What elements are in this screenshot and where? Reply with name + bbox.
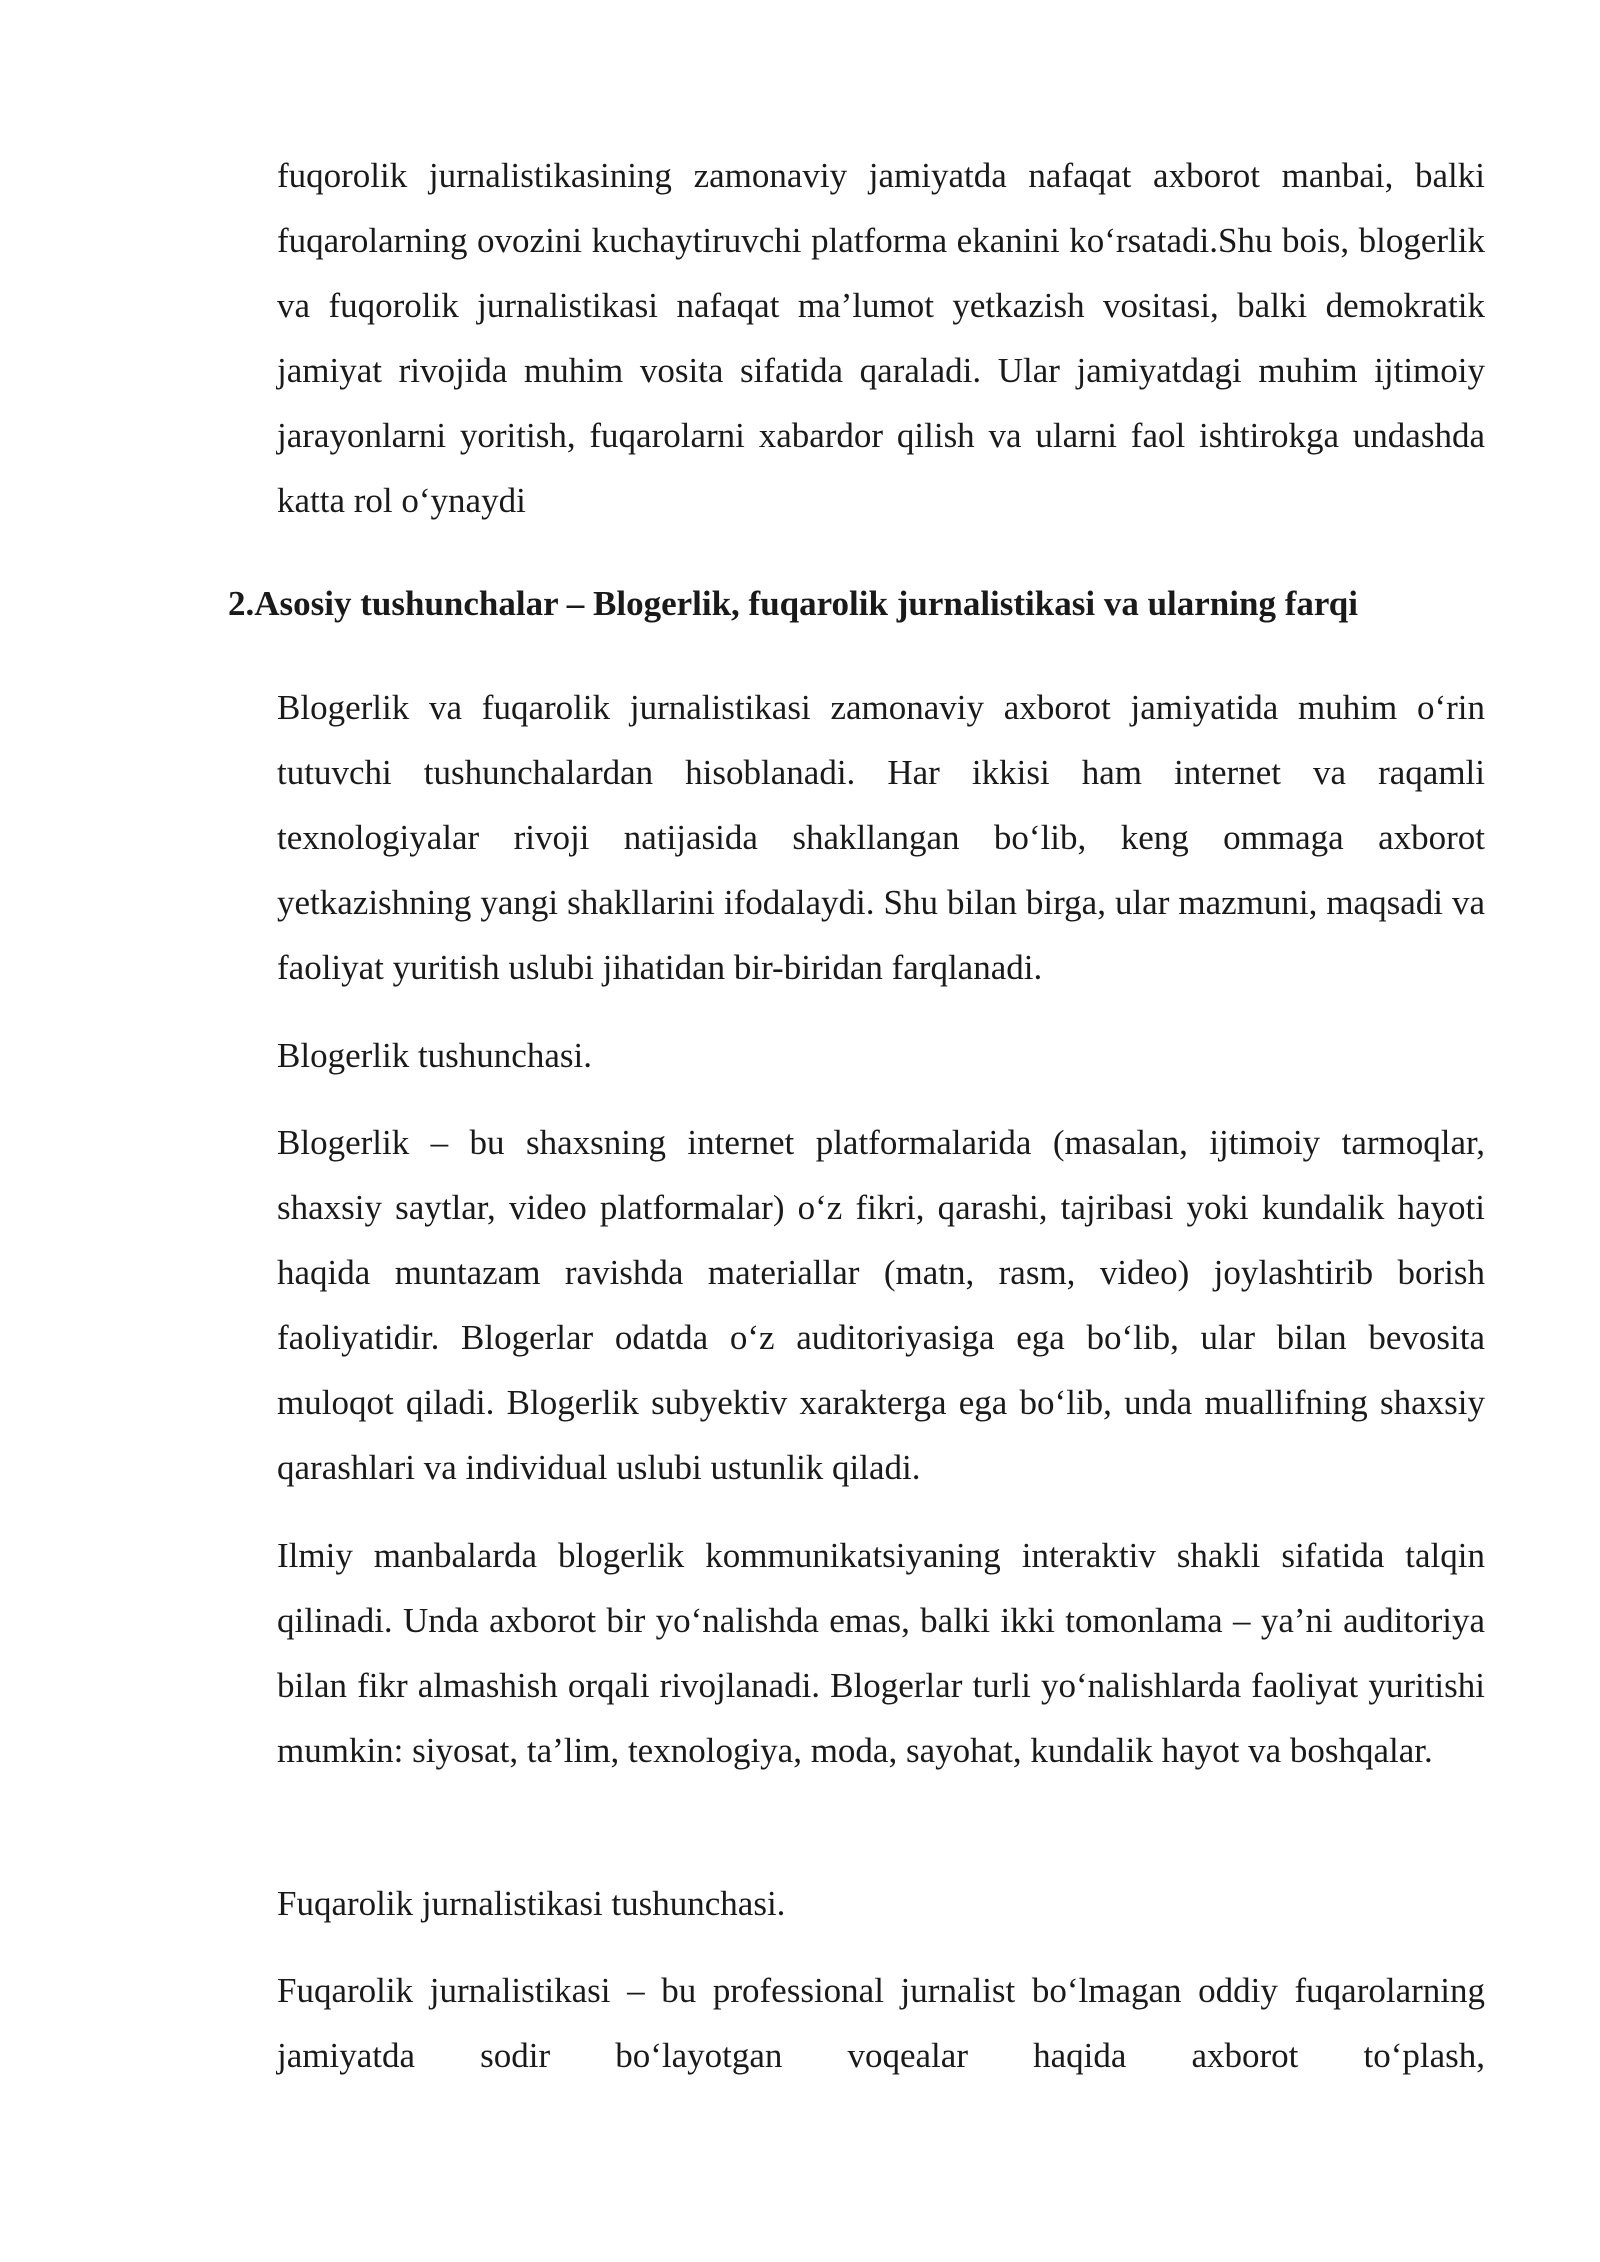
paragraph-1: Blogerlik va fuqarolik jurnalistikasi zamonaviy axborot jamiyatida muhim o‘rin tutuvchi tushunchalardan hisoblanadi. Har ikkisi ham internet va raqamli texnologiyalar rivoji natijasida shakllangan bo‘lib, keng ommaga axborot yetkazishning yangi shakllarini ifodalaydi. Shu bilan birga, ular mazmuni, maqsadi va faoliyat yuritish uslubi jihatidan bir-biridan farqlanadi. (277, 688, 1485, 987)
intro-paragraph: fuqorolik jurnalistikasining zamonaviy jamiyatda nafaqat axborot manbai, balki fuqarolarning ovozini kuchaytiruvchi platforma ekanini ko‘rsatadi.Shu bois, blogerlik va fuqorolik jurnalistikasi nafaqat ma’lumot yetkazish vositasi, balki demokratik jamiyat rivojida muhim vosita sifatida qaraladi. Ular jamiyatdagi muhim ijtimoiy jarayonlarni yoritish, fuqarolarni xabardor qilish va ularni faol ishtirokga undashda katta rol o‘ynaydi (277, 156, 1485, 520)
subheading-blogging: Blogerlik tushunchasi. (277, 1036, 592, 1075)
paragraph-2: Blogerlik – bu shaxsning internet platformalarida (masalan, ijtimoiy tarmoqlar, shaxsiy saytlar, video platformalar) o‘z fikri, qarashi, tajribasi yoki kundalik hayoti haqida muntazam ravishda materiallar (matn, rasm, video) joylashtirib borish faoliyatidir. Blogerlar odatda o‘z auditoriyasiga ega bo‘lib, ular bilan bevosita muloqot qiladi. Blogerlik subyektiv xarakterga ega bo‘lib, unda muallifning shaxsiy qarashlari va individual uslubi ustunlik qiladi. (277, 1123, 1485, 1487)
paragraph-4: Fuqarolik jurnalistikasi – bu professional jurnalist bo‘lmagan oddiy fuqarolarning jamiyatda sodir bo‘layotgan voqealar haqida axborot to‘plash, (277, 1971, 1485, 2075)
section-heading: 2.Asosiy tushunchalar – Blogerlik, fuqarolik jurnalistikasi va ularning farqi (228, 584, 1358, 623)
subheading-citizen-journalism: Fuqarolik jurnalistikasi tushunchasi. (277, 1884, 786, 1923)
paragraph-3: Ilmiy manbalarda blogerlik kommunikatsiyaning interaktiv shakli sifatida talqin qilinadi. Unda axborot bir yo‘nalishda emas, balki ikki tomonlama – ya’ni auditoriya bilan fikr almashish orqali rivojlanadi. Blogerlar turli yo‘nalishlarda faoliyat yuritishi mumkin: siyosat, ta’lim, texnologiya, moda, sayohat, kundalik hayot va boshqalar. (277, 1536, 1485, 1770)
